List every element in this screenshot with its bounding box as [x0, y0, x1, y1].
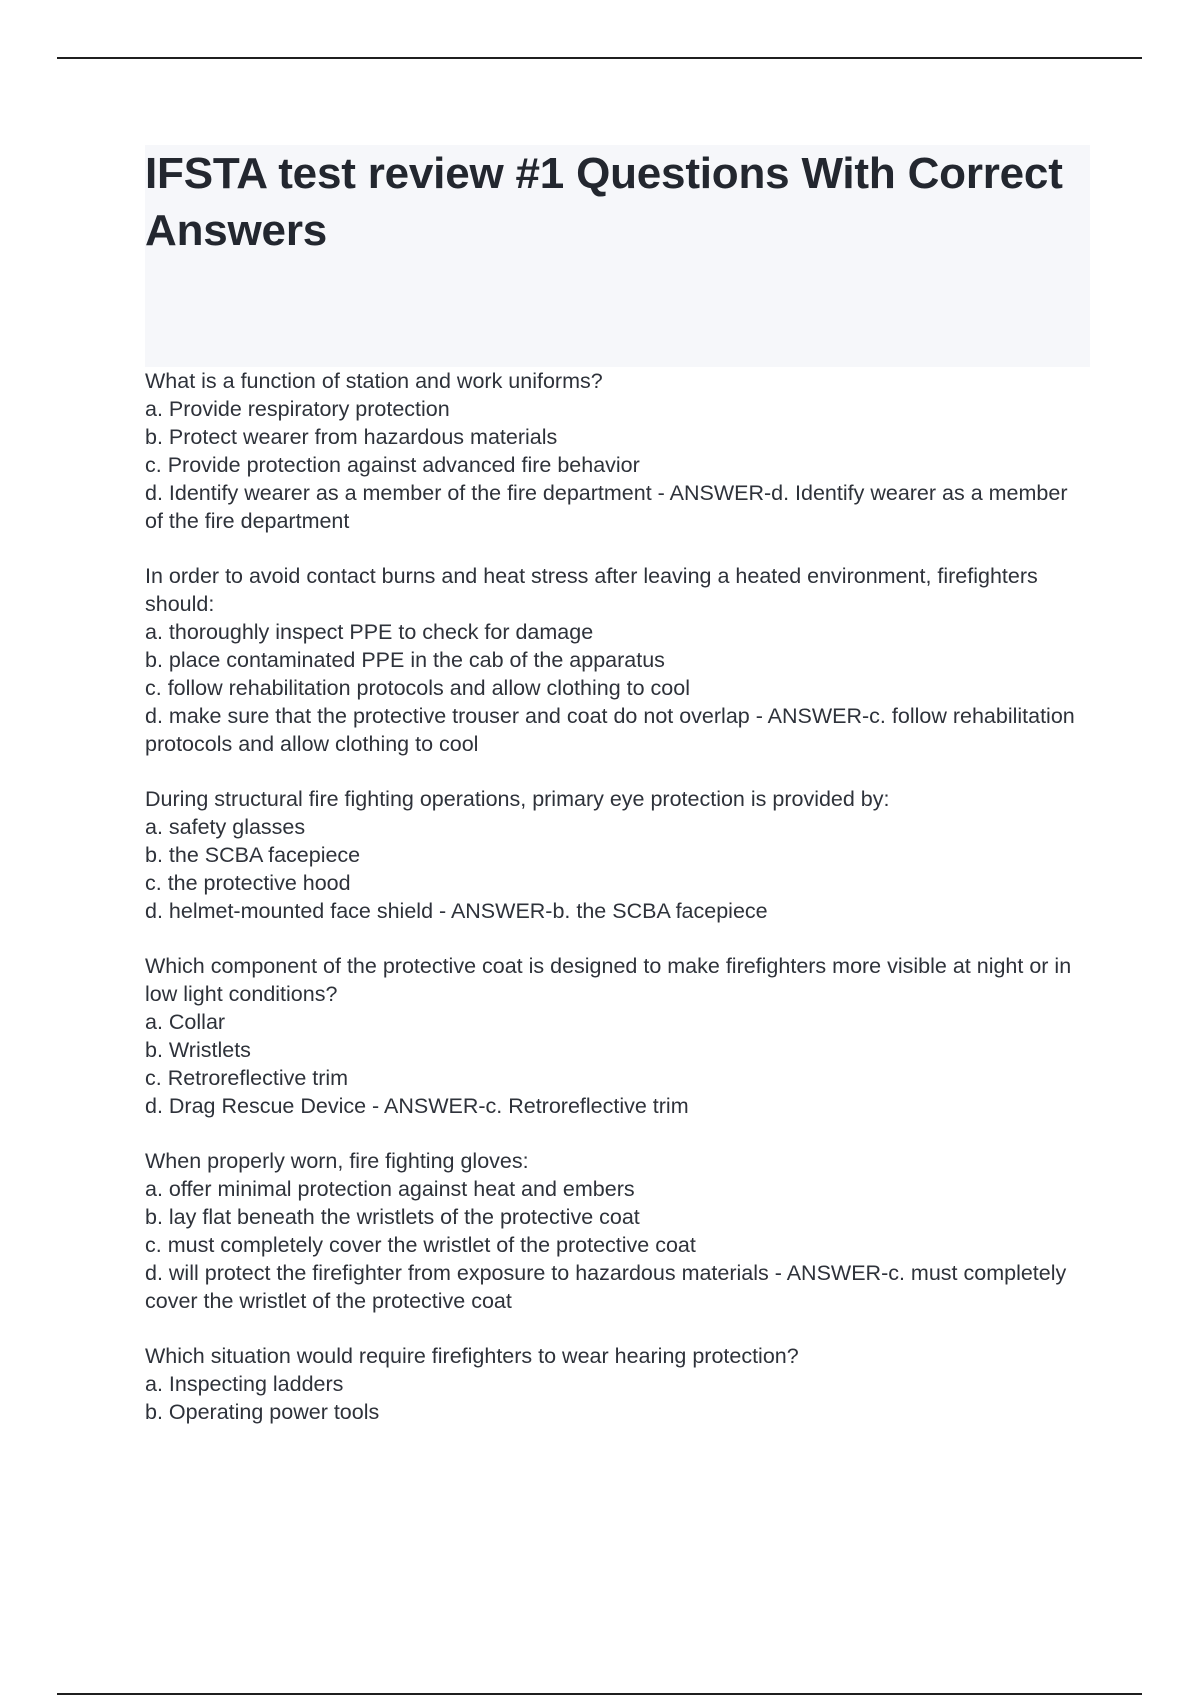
question-block-1: [145, 367, 1090, 535]
option-b: b. Wristlets: [145, 1038, 251, 1062]
question-text: Which component of the protective coat is designed to make firefighters more visible at night or in low light conditions?: [145, 954, 1072, 1006]
option-b: b. Protect wearer from hazardous materials: [145, 425, 558, 449]
option-b: b. the SCBA facepiece: [145, 843, 361, 867]
option-d-with-answer: d. make sure that the protective trouser and coat do not overlap - ANSWER-c. follow rehabilitation protocols and allow clothing to cool: [145, 704, 1075, 756]
option-d-with-answer: d. Drag Rescue Device - ANSWER-c. Retroreflective trim: [145, 1094, 689, 1118]
option-d-with-answer: d. Identify wearer as a member of the fire department - ANSWER-d. Identify wearer as a member of the fire department: [145, 481, 1068, 533]
option-c: c. Retroreflective trim: [145, 1066, 349, 1090]
option-b: b. lay flat beneath the wristlets of the protective coat: [145, 1205, 640, 1229]
option-a: a. safety glasses: [145, 815, 306, 839]
bottom-rule: [57, 1693, 1142, 1695]
option-a: a. Provide respiratory protection: [145, 397, 450, 421]
option-a: a. Inspecting ladders: [145, 1372, 344, 1396]
question-text: Which situation would require firefighters to wear hearing protection?: [145, 1344, 799, 1368]
question-block-5: [145, 1147, 1090, 1315]
top-rule: [57, 57, 1142, 59]
option-d-with-answer: d. helmet-mounted face shield - ANSWER-b. the SCBA facepiece: [145, 899, 768, 923]
option-a: a. thoroughly inspect PPE to check for damage: [145, 620, 594, 644]
option-d-with-answer: d. will protect the firefighter from exposure to hazardous materials - ANSWER-c. must completely cover the wristlet of the protective coat: [145, 1261, 1067, 1313]
question-list: [145, 367, 1090, 1453]
option-b: b. place contaminated PPE in the cab of the apparatus: [145, 648, 665, 672]
question-block-2: [145, 562, 1090, 758]
question-text: When properly worn, fire fighting gloves:: [145, 1149, 529, 1173]
question-block-6: [145, 1342, 1090, 1426]
question-text: What is a function of station and work uniforms?: [145, 369, 603, 393]
option-c: c. the protective hood: [145, 871, 351, 895]
question-text: During structural fire fighting operations, primary eye protection is provided by:: [145, 787, 890, 811]
question-text: In order to avoid contact burns and heat stress after leaving a heated environment, firefighters should:: [145, 564, 1038, 616]
question-block-4: [145, 952, 1090, 1120]
document-title: IFSTA test review #1 Questions With Correct Answers: [145, 149, 1063, 255]
option-c: c. must completely cover the wristlet of the protective coat: [145, 1233, 696, 1257]
question-block-3: [145, 785, 1090, 925]
option-a: a. Collar: [145, 1010, 226, 1034]
option-c: c. Provide protection against advanced fire behavior: [145, 453, 640, 477]
title-block: [145, 145, 1090, 367]
option-a: a. offer minimal protection against heat and embers: [145, 1177, 635, 1201]
option-b: b. Operating power tools: [145, 1400, 380, 1424]
option-c: c. follow rehabilitation protocols and allow clothing to cool: [145, 676, 690, 700]
